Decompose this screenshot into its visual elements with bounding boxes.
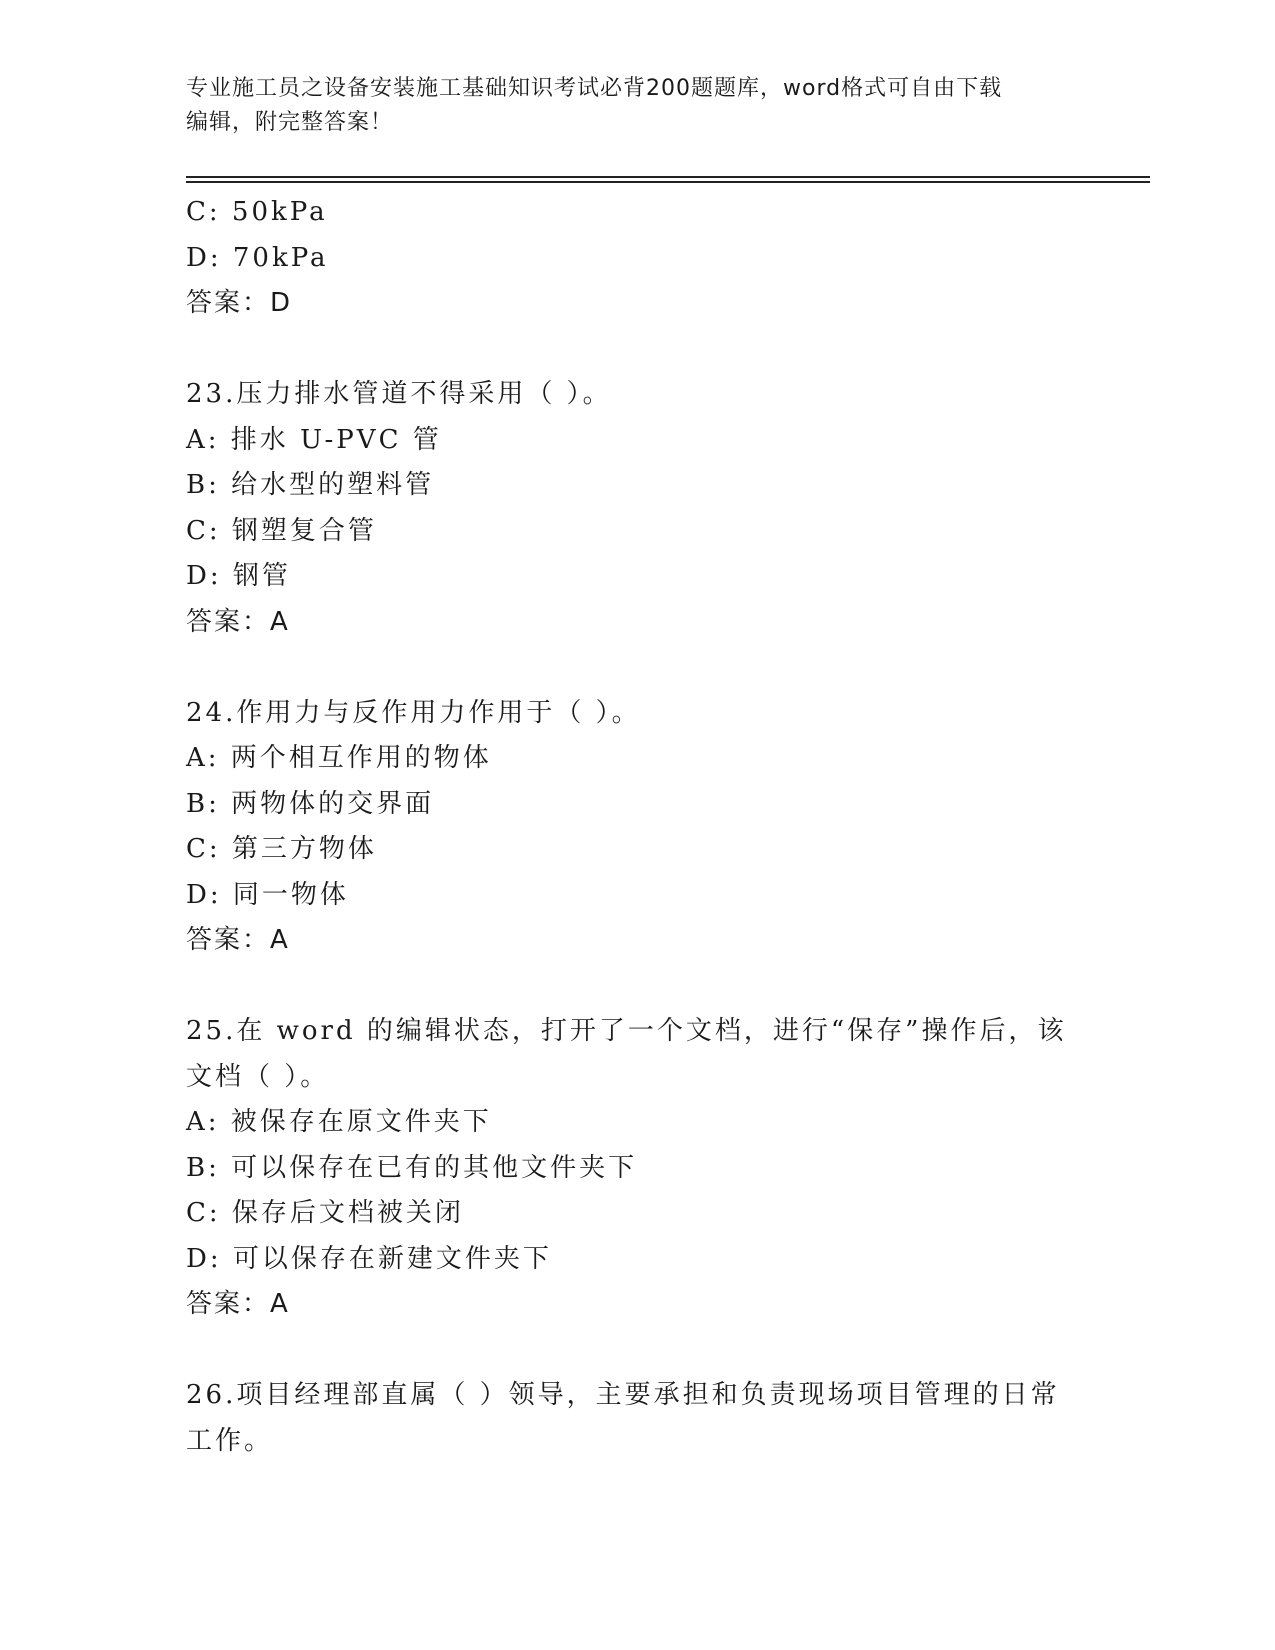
spacer <box>186 964 1086 1010</box>
question-text: 文档（ ）。 <box>186 1061 330 1092</box>
spacer <box>186 327 1086 373</box>
spacer <box>186 645 1086 691</box>
option-line: C: 50kPa <box>186 197 328 227</box>
option-line: D: 同一物体 <box>186 879 349 910</box>
answer-line: 答案：A <box>186 1289 290 1319</box>
question-text: 23.压力排水管道不得采用（ ）。 <box>186 379 612 409</box>
option-line: B: 两物体的交界面 <box>186 788 435 819</box>
header-line-2: 编辑，附完整答案！ <box>186 110 394 135</box>
question-text: 24.作用力与反作用力作用于（ ）。 <box>186 697 641 728</box>
answer-line: 答案：D <box>186 288 293 318</box>
option-line: C: 第三方物体 <box>186 834 377 864</box>
option-line: D: 可以保存在新建文件夹下 <box>186 1243 552 1274</box>
header-line-1: 专业施工员之设备安装施工基础知识考试必背200题题库，word格式可自由下载 <box>186 76 1003 101</box>
answer-line: 答案：A <box>186 606 290 637</box>
question-list <box>186 190 1086 1464</box>
option-line: B: 给水型的塑料管 <box>186 470 435 500</box>
document-header <box>186 72 1086 140</box>
header-rule-top <box>186 176 1150 178</box>
option-line: C: 保存后文档被关闭 <box>186 1198 464 1228</box>
question-text: 工作。 <box>186 1425 274 1456</box>
option-line: A: 被保存在原文件夹下 <box>186 1107 492 1137</box>
header-rule-bottom <box>186 181 1150 183</box>
spacer <box>186 1328 1086 1374</box>
answer-line: 答案：A <box>186 925 290 955</box>
question-text: 26.项目经理部直属（ ）领导，主要承担和负责现场项目管理的日常 <box>186 1380 1060 1410</box>
option-line: D: 钢管 <box>186 561 291 591</box>
option-line: D: 70kPa <box>186 242 329 273</box>
option-line: B: 可以保存在已有的其他文件夹下 <box>186 1152 638 1183</box>
option-line: A: 排水 U-PVC 管 <box>186 424 442 455</box>
question-text: 25.在 word 的编辑状态，打开了一个文档，进行“保存”操作后，该 <box>186 1016 1067 1046</box>
option-line: C: 钢塑复合管 <box>186 515 377 546</box>
option-line: A: 两个相互作用的物体 <box>186 743 492 773</box>
